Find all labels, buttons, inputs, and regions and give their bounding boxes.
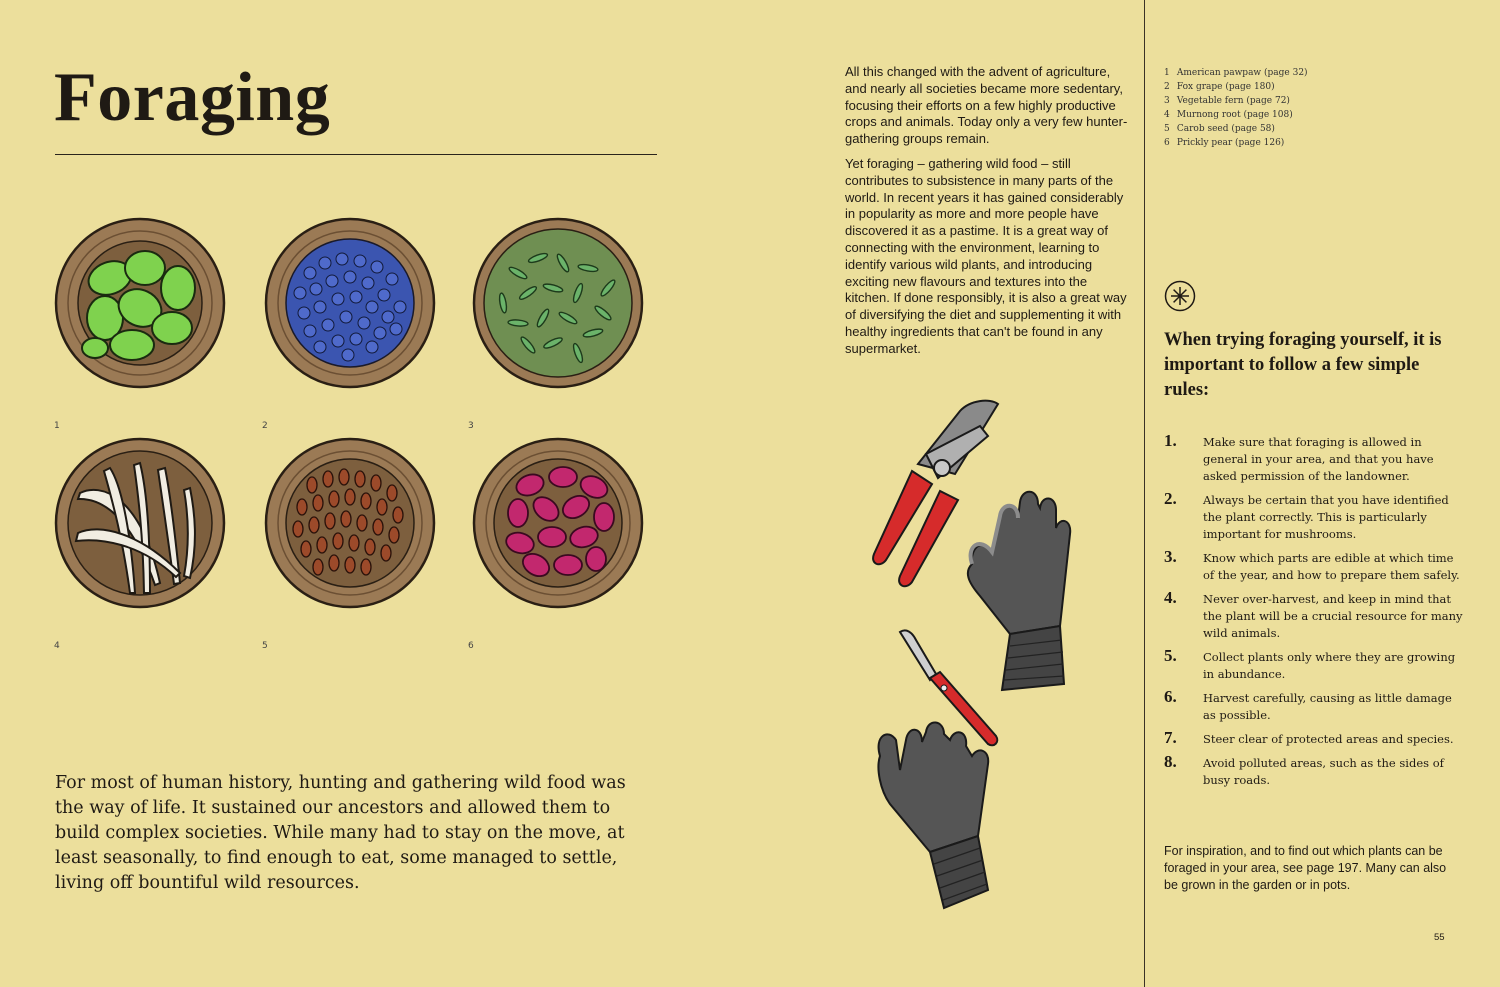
glove-icon xyxy=(878,722,988,908)
intro-paragraph: For most of human history, hunting and gathering wild food was the way of life. It sustained our ancestors and allowed them to build complex societies. While many had to stay on the move, at least seasonally, to find enough to eat, some managed to settle, living off bountiful wild resources. xyxy=(55,773,626,893)
asterisk-icon xyxy=(1164,280,1196,312)
glove-icon xyxy=(968,492,1070,690)
rule-item: 5. Collect plants only where they are growing in abundance. xyxy=(1164,646,1456,681)
title-rule xyxy=(55,154,657,155)
tools-illustration xyxy=(860,396,1090,921)
middle-column xyxy=(845,64,1128,366)
basket-number: 6 xyxy=(468,641,474,651)
body-paragraph: Yet foraging – gathering wild food – still contributes to subsistence in many parts of the world. In recent years it has gained considerably in popularity as more and more people have discovered it as a pastime. It is a great way of connecting with the environment, learning to identify various wild plants, and introducing exciting new flavours and textures into the kitchen. If done responsibly, it is also a great way of diversifying the diet and supplementing it with healthy ingredients that can't be found in any supermarket. xyxy=(845,155,1127,356)
basket-number: 5 xyxy=(262,641,268,651)
basket-murnong-root xyxy=(56,439,224,607)
rule-item: 7. Steer clear of protected areas and species. xyxy=(1164,728,1454,747)
rules-heading: When trying foraging yourself, it is important to follow a few simple rules: xyxy=(1164,330,1442,400)
rule-item: 6. Harvest carefully, causing as little damage as possible. xyxy=(1164,687,1452,722)
basket-number: 2 xyxy=(262,421,268,431)
plant-list xyxy=(1164,66,1308,150)
basket-pawpaw xyxy=(56,219,224,387)
basket-vegetable-fern xyxy=(474,219,642,387)
list-item: 6 Prickly pear (page 126) xyxy=(1164,138,1285,148)
list-item: 1 American pawpaw (page 32) xyxy=(1164,68,1308,78)
list-item: 5 Carob seed (page 58) xyxy=(1164,124,1275,134)
rule-item: 4. Never over-harvest, and keep in mind that the plant will be a crucial resource for many wild animals. xyxy=(1164,588,1463,640)
basket-number: 3 xyxy=(468,421,474,431)
list-item: 3 Vegetable fern (page 72) xyxy=(1164,96,1290,106)
outro-paragraph: For inspiration, and to find out which plants can be foraged in your area, see page 197. Many can also be grown in the garden or in pots. xyxy=(1164,844,1447,892)
page-number: 55 xyxy=(1434,932,1445,943)
basket-number: 4 xyxy=(54,641,60,651)
page-title: Foraging xyxy=(54,59,331,136)
basket-carob-seed xyxy=(266,439,434,607)
rule-item: 8. Avoid polluted areas, such as the sides of busy roads. xyxy=(1164,752,1444,787)
list-item: 4 Murnong root (page 108) xyxy=(1164,110,1293,120)
basket-number: 1 xyxy=(54,421,60,431)
list-item: 2 Fox grape (page 180) xyxy=(1164,82,1275,92)
rule-item: 2. Always be certain that you have identified the plant correctly. This is particularly important for mushrooms. xyxy=(1164,489,1449,541)
body-paragraph: All this changed with the advent of agriculture, and nearly all societies became more sedentary, focusing their efforts on a few highly productive crops and animals. Today only a very few hunter-gathering groups remain. xyxy=(845,64,1128,147)
rule-item: 3. Know which parts are edible at which time of the year, and how to prepare them safely. xyxy=(1164,547,1460,582)
page-divider xyxy=(1144,0,1145,987)
basket-fox-grape xyxy=(266,219,434,387)
knife-icon xyxy=(900,630,997,745)
basket-prickly-pear xyxy=(474,439,642,607)
baskets-illustration xyxy=(40,205,680,655)
rules-list xyxy=(1164,431,1464,789)
rule-item: 1. Make sure that foraging is allowed in general in your area, and that you have asked permission of the landowner. xyxy=(1164,431,1434,483)
